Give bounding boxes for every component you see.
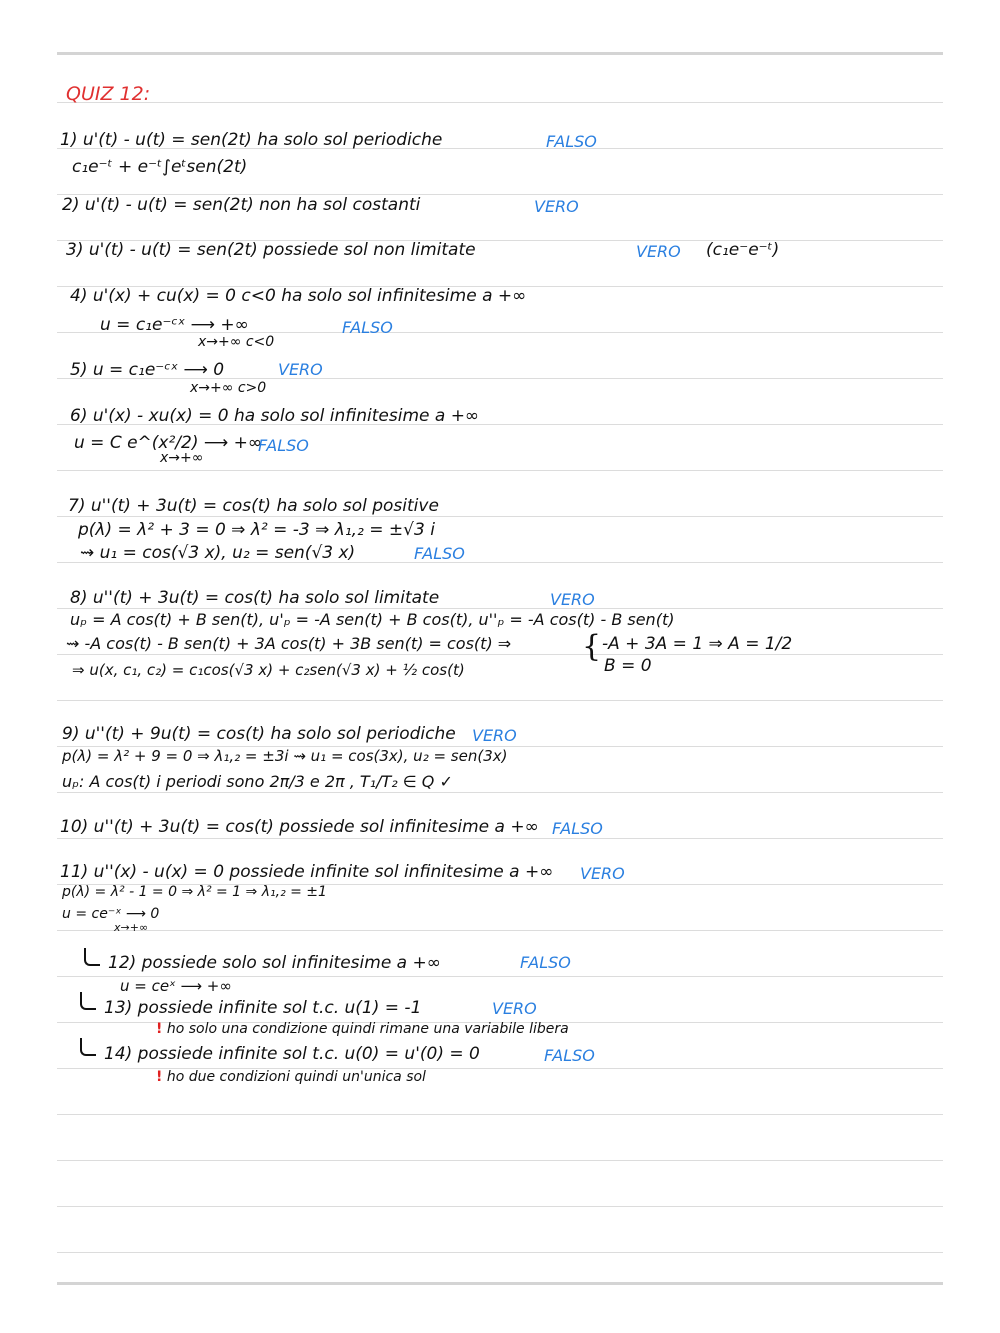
ruled-line <box>57 930 943 931</box>
hook-arrow-icon <box>80 1038 96 1056</box>
question-5-condition: x→+∞ c>0 <box>190 380 267 396</box>
ruled-line <box>57 470 943 471</box>
hook-arrow-icon <box>80 992 96 1010</box>
question-9: 9) u''(t) + 9u(t) = cos(t) ha solo sol periodiche <box>62 724 456 744</box>
question-7-work-2: ⇝ u₁ = cos(√3 x), u₂ = sen(√3 x) <box>80 543 356 563</box>
ruled-line <box>57 1252 943 1253</box>
verdict-13: VERO <box>492 999 537 1018</box>
question-8-work-1: uₚ = A cos(t) + B sen(t), u'ₚ = -A sen(t) + B cos(t), u''ₚ = -A cos(t) - B sen(t) <box>70 610 675 629</box>
verdict-10: FALSO <box>552 819 603 838</box>
ruled-line <box>57 700 943 701</box>
question-4-work: u = c₁e⁻ᶜˣ ⟶ +∞ <box>100 315 249 335</box>
ruled-line <box>57 792 943 793</box>
question-6-work: u = C e^(x²/2) ⟶ +∞ <box>74 433 263 453</box>
question-4-condition: x→+∞ c<0 <box>198 334 275 350</box>
question-1: 1) u'(t) - u(t) = sen(2t) ha solo sol periodiche <box>60 130 443 150</box>
question-14: 14) possiede infinite sol t.c. u(0) = u'(0) = 0 <box>104 1044 480 1064</box>
verdict-4: FALSO <box>342 318 393 337</box>
verdict-5: VERO <box>278 360 323 379</box>
question-10: 10) u''(t) + 3u(t) = cos(t) possiede sol infinitesime a +∞ <box>60 817 539 837</box>
ruled-line <box>57 102 943 103</box>
hook-arrow-icon <box>84 948 100 966</box>
question-5: 5) u = c₁e⁻ᶜˣ ⟶ 0 <box>70 360 225 380</box>
ruled-line <box>57 1114 943 1115</box>
warning-icon: ! <box>156 1021 163 1037</box>
ruled-line <box>57 838 943 839</box>
question-13-note <box>156 1021 569 1037</box>
question-8: 8) u''(t) + 3u(t) = cos(t) ha solo sol limitate <box>70 588 440 608</box>
ruled-line <box>57 1206 943 1207</box>
question-3-note: (c₁e⁻e⁻ᵗ) <box>706 240 780 260</box>
question-13-note-text: ho solo una condizione quindi rimane una variabile libera <box>166 1021 569 1037</box>
verdict-8: VERO <box>550 590 595 609</box>
question-11: 11) u''(x) - u(x) = 0 possiede infinite sol infinitesime a +∞ <box>60 862 554 882</box>
question-13: 13) possiede infinite sol t.c. u(1) = -1 <box>104 998 422 1018</box>
question-8-work-3: ⇒ u(x, c₁, c₂) = c₁cos(√3 x) + c₂sen(√3 x) + ½ cos(t) <box>72 661 465 679</box>
question-12-work: u = ceˣ ⟶ +∞ <box>120 977 232 995</box>
system-brace: { <box>582 629 602 664</box>
verdict-9: VERO <box>472 726 517 745</box>
question-2: 2) u'(t) - u(t) = sen(2t) non ha sol costanti <box>62 195 421 215</box>
verdict-1: FALSO <box>546 132 597 151</box>
question-1-work: c₁e⁻ᵗ + e⁻ᵗ∫eᵗsen(2t) <box>72 157 248 177</box>
verdict-6: FALSO <box>258 436 309 455</box>
question-14-note-text: ho due condizioni quindi un'unica sol <box>166 1069 426 1085</box>
question-7: 7) u''(t) + 3u(t) = cos(t) ha solo sol positive <box>68 496 439 516</box>
ruled-line <box>57 608 943 609</box>
ruled-line <box>57 654 943 655</box>
warning-icon: ! <box>156 1069 163 1085</box>
question-9-work-2: uₚ: A cos(t) i periodi sono 2π/3 e 2π , T₁/T₂ ∈ Q ✓ <box>62 772 453 791</box>
verdict-3: VERO <box>636 242 681 261</box>
question-11-condition: x→+∞ <box>114 921 149 934</box>
question-12: 12) possiede solo sol infinitesime a +∞ <box>108 953 441 973</box>
question-4: 4) u'(x) + cu(x) = 0 c<0 ha solo sol infinitesime a +∞ <box>70 286 527 306</box>
question-8-system-2: B = 0 <box>604 656 652 676</box>
ruled-line <box>57 1160 943 1161</box>
question-8-work-2: ⇝ -A cos(t) - B sen(t) + 3A cos(t) + 3B sen(t) = cos(t) ⇒ <box>66 634 512 653</box>
question-11-work-2: u = ce⁻ˣ ⟶ 0 <box>62 906 160 922</box>
verdict-7: FALSO <box>414 544 465 563</box>
ruled-line <box>57 516 943 517</box>
verdict-12: FALSO <box>520 953 571 972</box>
verdict-14: FALSO <box>544 1046 595 1065</box>
page-bottom-rule <box>57 1282 943 1285</box>
question-11-work-1: p(λ) = λ² - 1 = 0 ⇒ λ² = 1 ⇒ λ₁,₂ = ±1 <box>62 884 327 900</box>
question-8-system-1: -A + 3A = 1 ⇒ A = 1/2 <box>602 634 793 654</box>
question-14-note <box>156 1069 426 1085</box>
verdict-11: VERO <box>580 864 625 883</box>
page-top-rule <box>57 52 943 55</box>
question-6: 6) u'(x) - xu(x) = 0 ha solo sol infinitesime a +∞ <box>70 406 480 426</box>
question-7-work-1: p(λ) = λ² + 3 = 0 ⇒ λ² = -3 ⇒ λ₁,₂ = ±√3 i <box>78 520 435 540</box>
question-6-condition: x→+∞ <box>160 450 204 466</box>
question-3: 3) u'(t) - u(t) = sen(2t) possiede sol non limitate <box>66 240 476 260</box>
question-9-work-1: p(λ) = λ² + 9 = 0 ⇒ λ₁,₂ = ±3i ⇝ u₁ = cos(3x), u₂ = sen(3x) <box>62 747 508 765</box>
verdict-2: VERO <box>534 197 579 216</box>
page-title: QUIZ 12: <box>66 83 151 105</box>
